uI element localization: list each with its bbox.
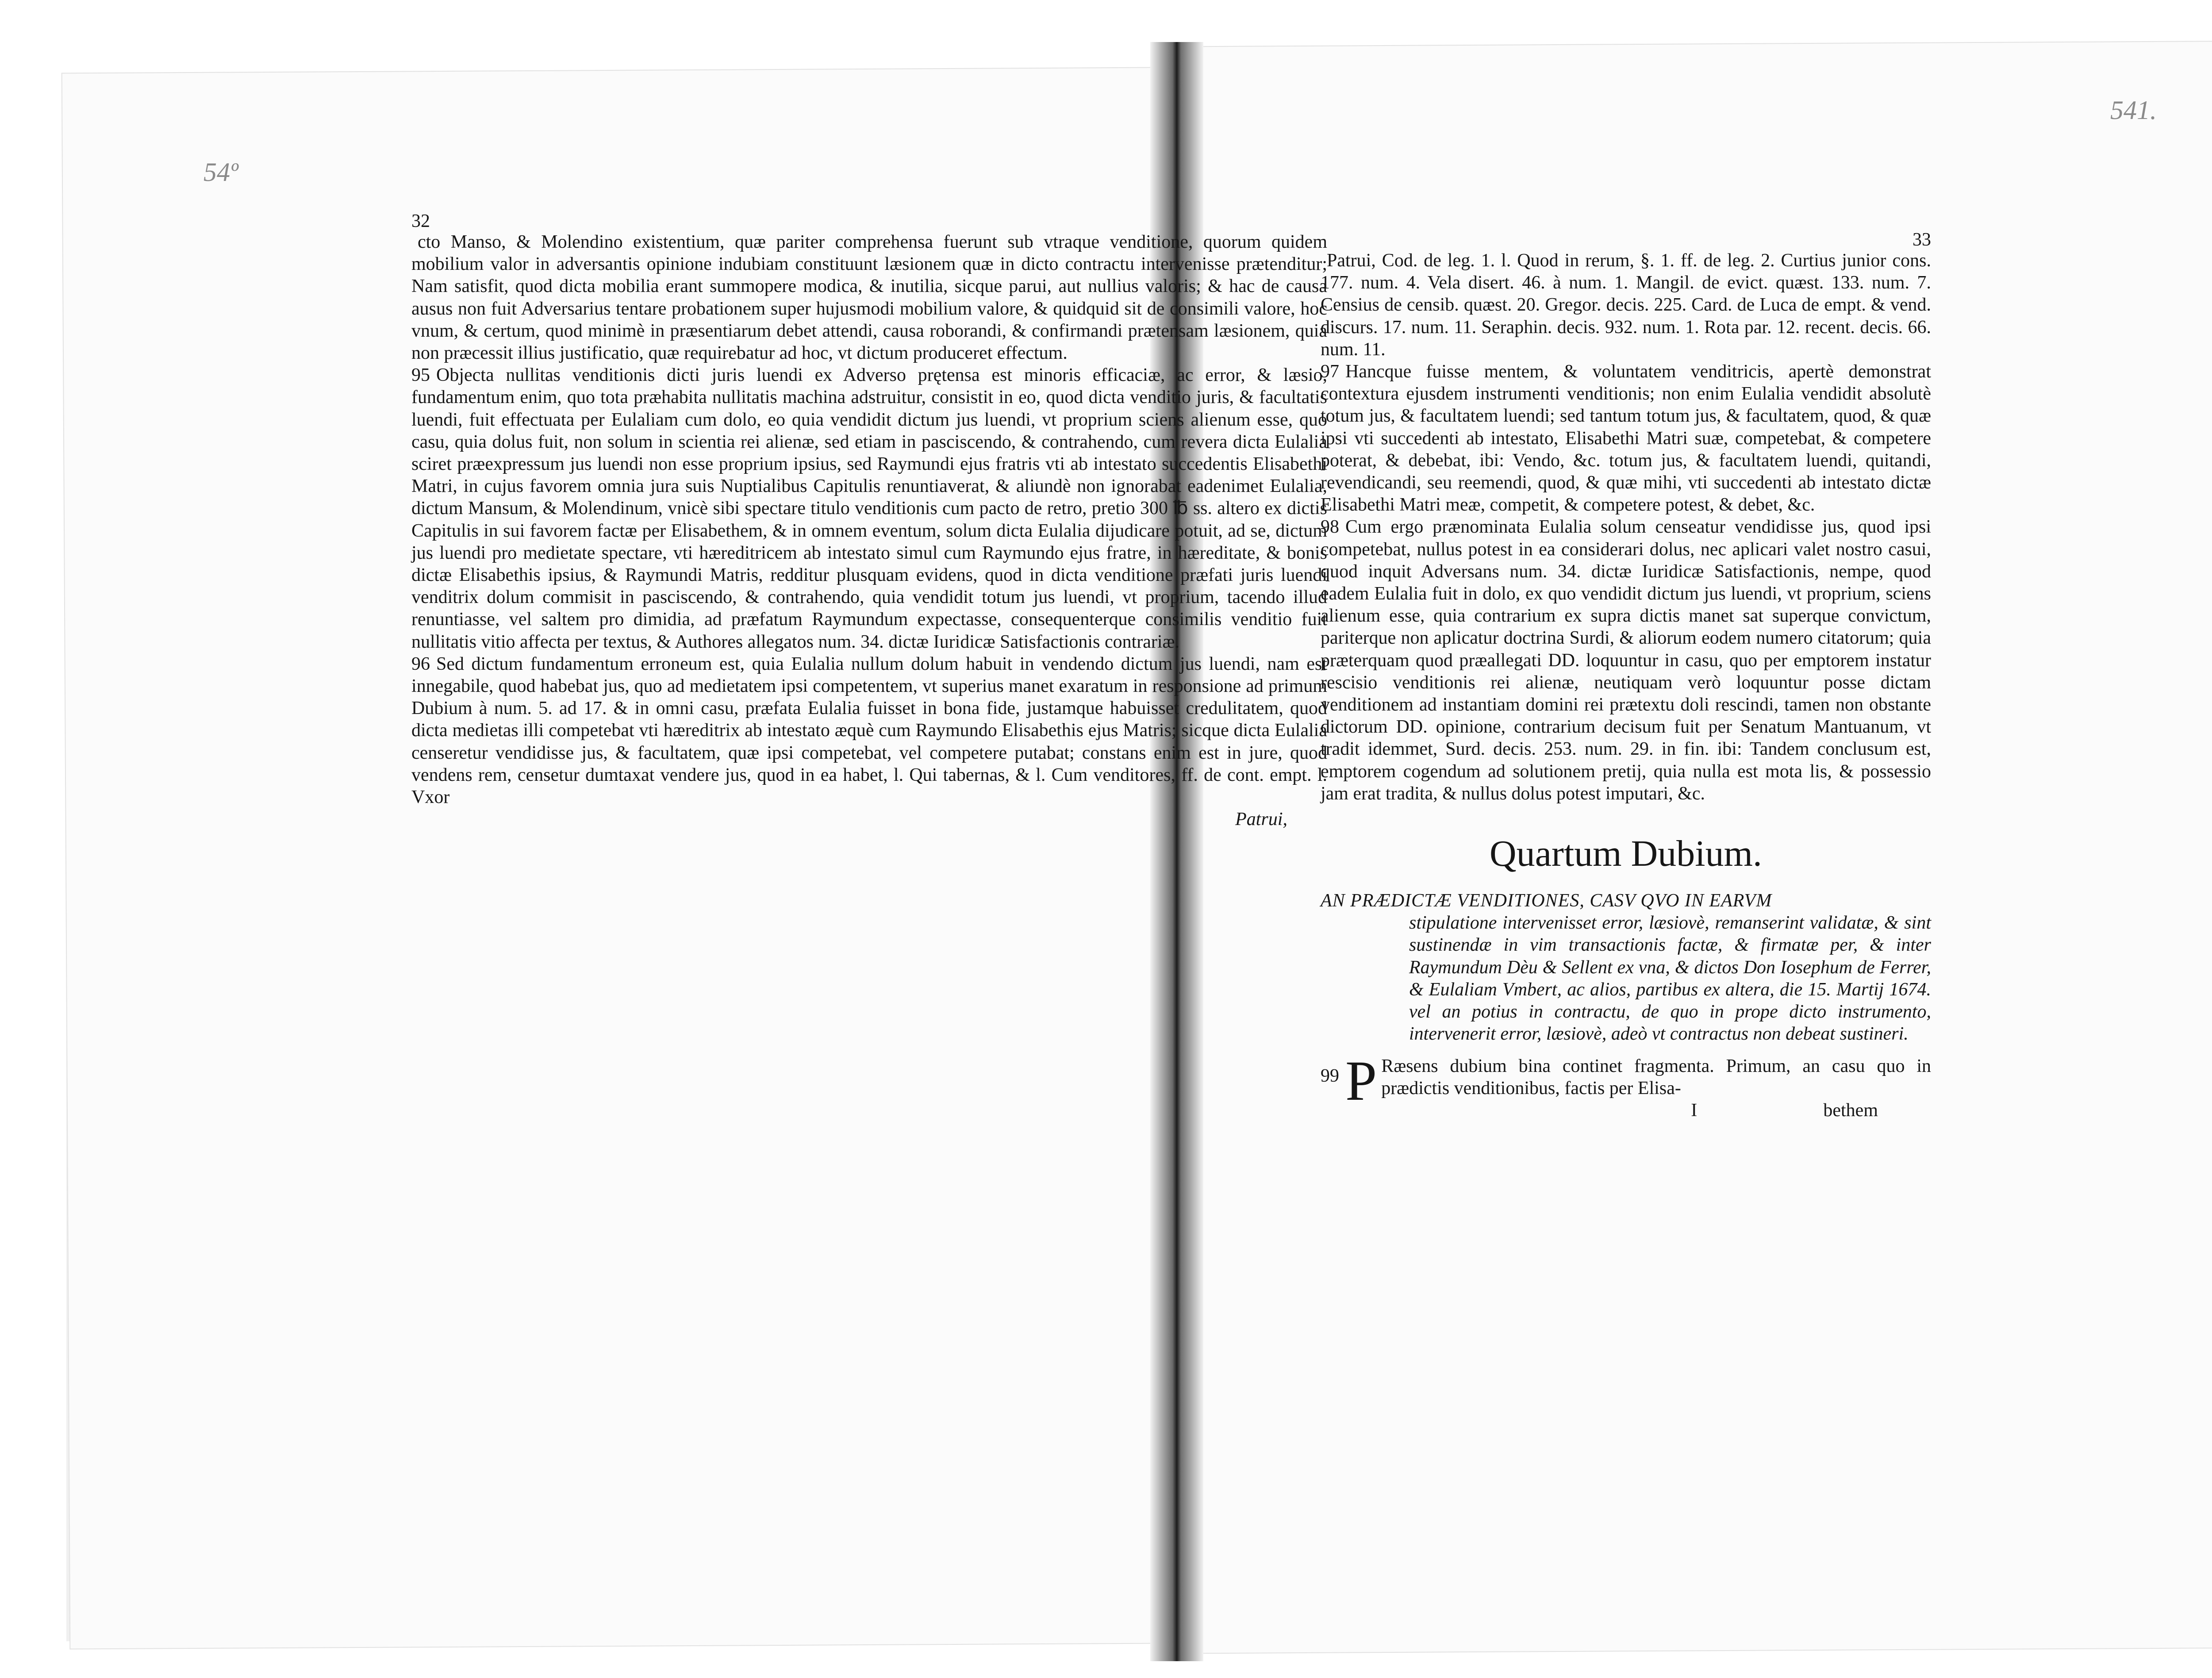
signature-mark: I (1691, 1100, 1697, 1121)
right-page-number: 33 (1912, 230, 1931, 250)
paragraph-number: 98 (1321, 517, 1339, 538)
dubium-title-rest: stipulatione intervenisset error, læsiovè, remanserint validatæ, & sint sustinendæ in vim transactionis factæ, & firmatæ per, & inter Raymundum Dèu & Sellent ex vna, & dictos Don Iosephum de Ferrer, & Eulaliam Vmbert, ac alios, partibus ex altera, die 15. Martij 1674. vel an potius in contractu, de quo in prope dicto instrumento, intervenerit error, læsiovè, adeò vt contractus non debeat sustineri. (1409, 913, 1931, 1044)
dubium-title (1321, 890, 1931, 1045)
right-folio-mark: 541. (2110, 96, 2157, 125)
page-footer (1381, 1099, 1931, 1121)
right-catchword: bethem (1823, 1100, 1878, 1121)
paragraph-number: 95 (411, 365, 430, 386)
paragraph (411, 653, 1327, 808)
paragraph-text: cto Manso, & Molendino existentium, quæ pariter comprehensa fuerunt sub vtraque venditione, quorum quidem mobilium valor in adversantis opinione indubiam constituunt læsionem quæ in dicto contractu intervenisse prætenditur; Nam satisfit, quod dicta mobilia erant summopere modica, & inutilia, sicque parui, aut nullius valoris; & hac de causa ausus non fuit Adversarius tentare probationem super hujusmodi mobilium valore, & quidquid sit de consimili valore, hoc vnum, & certum, quod minimè in præsentiarum debet attendi, causa roborandi, & confirmandi prætensam læsionem, quia non præcessit illius justificatio, quæ requirebatur ad hoc, vt dictum produceret effectum. (411, 232, 1327, 364)
left-folio-mark: 54º (204, 157, 238, 187)
paragraph (1321, 250, 1931, 361)
paragraph-number: 96 (411, 653, 430, 674)
paragraph-text: Ræsens dubium bina continet fragmenta. Primum, an casu quo in prædictis venditionibus, factis per Elisa- (1381, 1056, 1931, 1098)
drop-capital: P (1345, 1049, 1377, 1112)
paragraph-text: Sed dictum fundamentum erroneum est, quia Eulalia nullum dolum habuit in vendendo dictum jus luendi, nam est innegabile, quod habebat jus, quo ad medietatem ipsi competentem, vt superius manet exaratum in responsione ad primum Dubium à num. 5. ad 17. & in omni casu, præfata Eulalia fuisset in bona fide, justamque habuisset credulitatem, quod dicta medietas illi competebat vti hæreditrix ab intestato æquè cum Raymundo Elisabethis ejus Matris; sicque dicta Eulalia censeretur vendidisse jus, & facultatem, quæ ipsi competebat, vel competere putabat; constans enim est in jure, quod vendens rem, censetur dumtaxat vendere jus, quod in ea habet, l. Qui tabernas, & l. Cum venditores, ff. de cont. empt. l. Vxor (411, 653, 1327, 808)
paragraph-text: Objecta nullitas venditionis dicti juris luendi ex Adverso prętensa est minoris efficaciæ, ac error, & læsio, fundamentum enim, quo tota præhabita nullitatis machina adstruitur, consistit in eo, quod dicta venditio juris, & facultatis luendi, fuit effectuata per Eulaliam cum dolo, eo quia vendidit dictum jus luendi, vt proprium sciens alienum esse, quo casu, quia dolus fuit, non solum in scientia rei alienæ, sed etiam in pasciscendo, & contrahendo, cum revera dicta Eulalia sciret præexpressum jus luendi non esse proprium ipsius, sed Raymundi ejus fratris vti ab intestato succedentis Elisabethi Matri, in cujus favorem omnia jura suis Nuptialibus Capitulis renuntiaverat, & aliundè non ignorabat eadenimet Eulalia, dictum Mansum, & Molendinum, vnicè sibi spectare titulo venditionis cum pacto de retro, pretio 300 ℔ ss. altero ex dictis Capitulis in sui favorem factæ per Elisabethem, & in omnem eventum, solum dicta Eulalia dijudicare potuit, ad se, dictum jus luendi pro medietate spectare, vti hæreditricem ab intestato simul cum Raymundo ejus fratre, in hæreditate, & bonis dictæ Elisabethis ipsius, & Raymundi Matris, redditur plusquam evidens, quod in dicta venditione præfati juris luendi venditrix dolum commisit in pasciscendo, & contrahendo, quia vendidit totum jus luendi, vt proprium, tacendo illud renuntiasse, vel saltem pro dimidia, ad præfatum Raymundum expectasse, consequenterque consimilis venditio fuit nullitatis vitio affecta per textus, & Authores allegatos num. 34. dictæ Iuridicæ Satisfactionis contrariæ. (411, 365, 1327, 652)
left-catchword: Patrui, (1235, 809, 1287, 830)
section-heading: Quartum Dubium. (1490, 833, 1762, 875)
paragraph (411, 364, 1327, 653)
dubium-title-caps: AN PRÆDICTÆ VENDITIONES, CASV QVO IN EARVM (1321, 891, 1772, 911)
left-page-number: 32 (411, 211, 430, 231)
paragraph-text: Hancque fuisse mentem, & voluntatem venditricis, apertè demonstrat contextura ejusdem instrumenti venditionis; non enim Eulalia vendidit absolutè totum jus, & facultatem luendi; sed tantum totum jus, & facultatem, quod, & quæ ipsi vti succedenti ab intestato, Elisabethi Matri suæ, competebat, & competere poterat, & debebat, ibi: Vendo, &c. totum jus, & facultatem luendi, quitandi, revendicandi, seu reemendi, quod, & quæ mihi, vti succedenti ab intestato dictæ Elisabethi Matri meæ, competit, & competere potest, & debet, &c. (1321, 361, 1931, 515)
paragraph-number: 99 (1321, 1065, 1339, 1086)
paragraph (411, 231, 1327, 364)
paragraph (1321, 361, 1931, 516)
paragraph-number: 97 (1321, 361, 1339, 382)
paragraph-text: Cum ergo prænominata Eulalia solum censeatur vendidisse jus, quod ipsi competebat, nullus potest in ea considerari dolus, nec aplicari valet nostro casui, quod inquit Adversans num. 34. dictæ Iuridicæ Satisfactionis, nempe, quod eadem Eulalia fuit in dolo, ex quo vendidit dictum jus luendi, vt proprium, sciens alienum esse, quia contrarium ex supra dictis manet sat superque convictum, pariterque non aplicatur doctrina Surdi, & aliorum eodem numero citatorum; quia præterquam quod præallegati DD. loquuntur in casu, quo per emptorem instatur rescisio venditionis rei alienæ, neutiquam verò loquuntur posse dictam venditionem ad instantiam domini rei prætextu doli rescindi, tamen non obstante dictorum DD. opinione, contrarium decisum fuit per Senatum Mantuanum, vt tradit idemmet, Surd. decis. 253. num. 29. in fin. ibi: Tandem conclusum est, emptorem cogendum ad solutionem pretij, quia nulla est mota lis, & possessio jam erat tradita, & nullus dolus potest imputari, &c. (1321, 517, 1931, 804)
left-page-text (411, 211, 1327, 830)
paragraph-text: Patrui, Cod. de leg. 1. l. Quod in rerum, §. 1. ff. de leg. 2. Curtius junior cons. 177. num. 4. Vela disert. 46. à num. 1. Mangil. de evict. quæst. 133. num. 7. Censius de censib. quæst. 20. Gregor. decis. 225. Card. de Luca de empt. & vend. discurs. 17. num. 11. Seraphin. decis. 932. num. 1. Rota par. 12. recent. decis. 66. num. 11. (1321, 250, 1931, 360)
right-page-text (1321, 230, 1931, 1121)
paragraph (1321, 516, 1931, 805)
